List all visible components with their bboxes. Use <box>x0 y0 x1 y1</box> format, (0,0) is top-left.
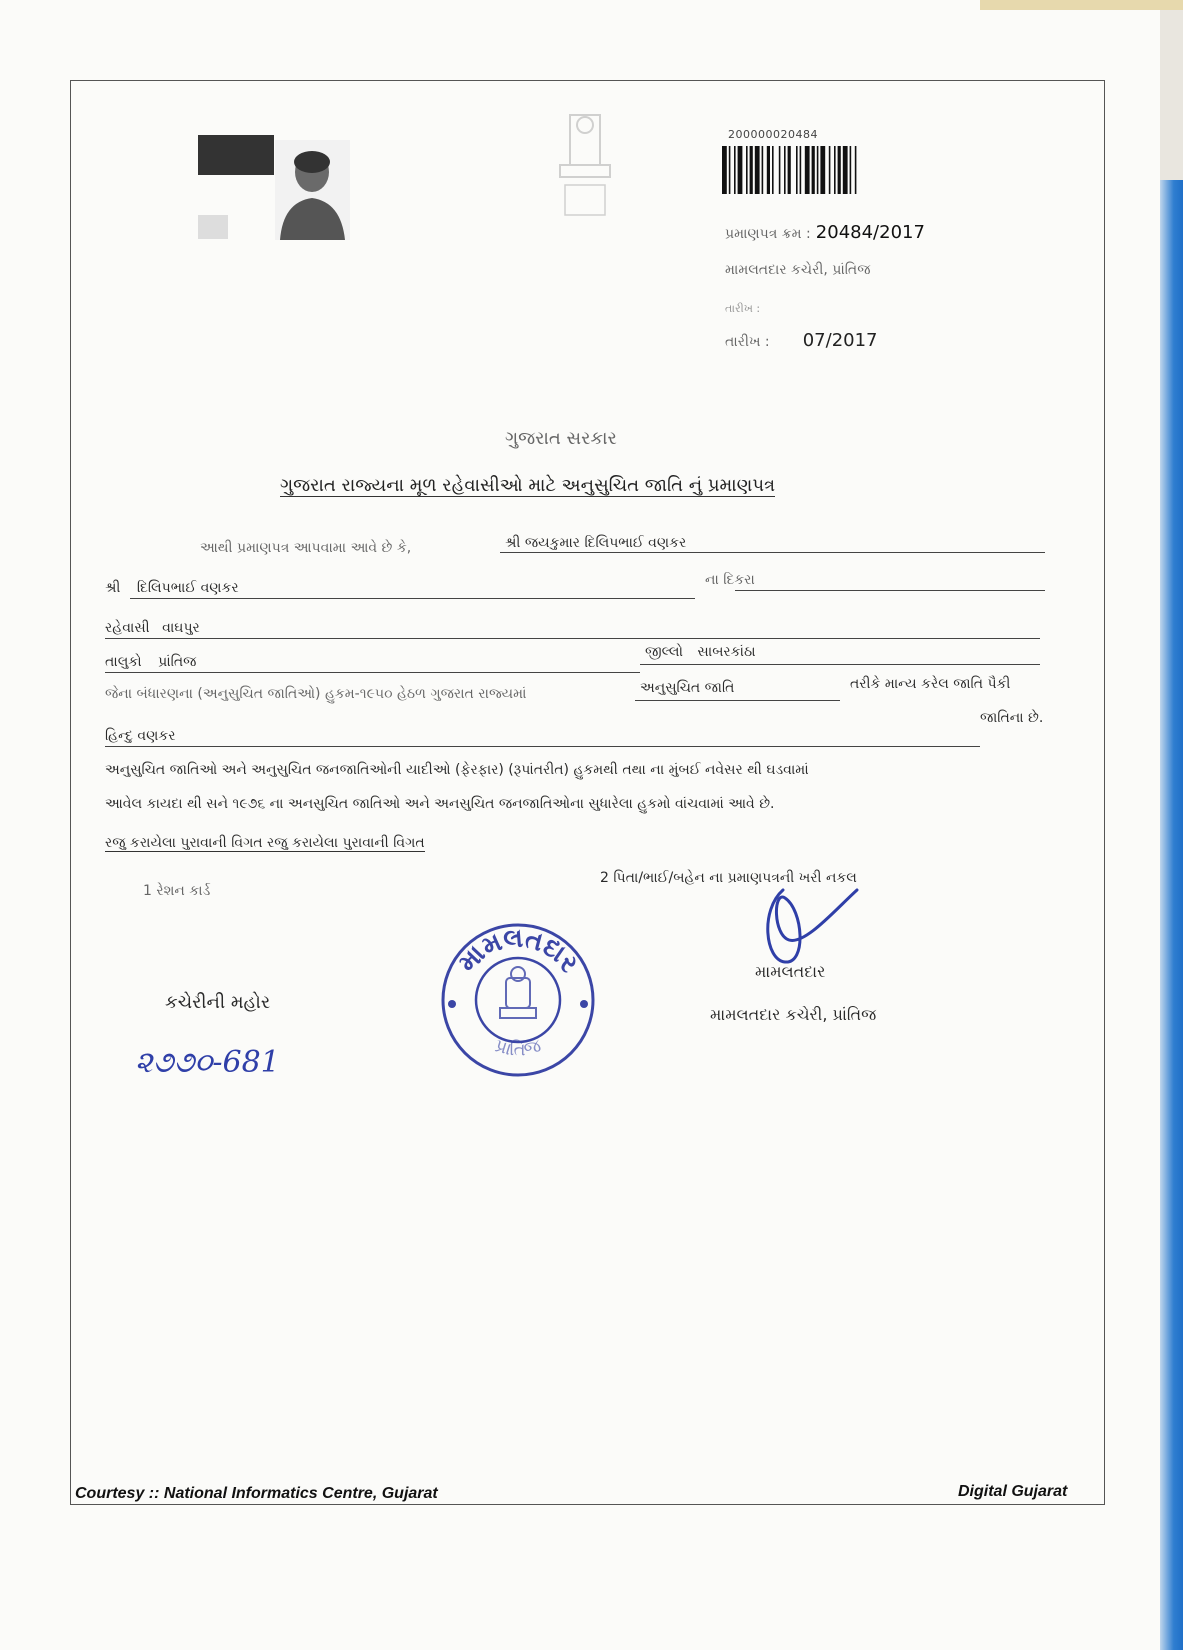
district-label: જીલ્લો <box>645 644 683 660</box>
residence-label: રહેવાસી <box>105 620 150 636</box>
order-text: જેના બંધારણના (અનુસુચિત જાતિઓ) હુકમ-૧૯૫૦ હેઠળ ગુજરાત રાજ્યમાં <box>105 686 527 702</box>
barcode-number: 200000020484 <box>728 128 818 141</box>
legal-text-line-2: આવેલ કાયદા થી સને ૧૯૭૬ ના અનસુચિત જાતિઓ અને અનસુચિત જનજાતિઓના સુધારેલા હુકમો વાંચવામાં આવે છે. <box>105 796 775 812</box>
date-label-1: તારીખ : <box>725 302 761 315</box>
date-label-2: તારીખ : <box>725 334 770 350</box>
page-edge-blue <box>1160 180 1183 1650</box>
father-prefix: શ્રી <box>105 580 121 596</box>
svg-text:મામલતદાર <box>453 923 585 978</box>
taluka-row <box>105 654 196 670</box>
footer-brand: Digital Gujarat <box>958 1483 1068 1500</box>
father-name: દિલિપભાઈ વણકર <box>136 580 239 596</box>
district-row <box>645 644 756 660</box>
barcode <box>722 146 944 194</box>
certificate-number: 20484/2017 <box>815 222 925 243</box>
evidence-item-2: 2 પિતા/ભાઈ/બહેન ના પ્રમાણપત્રની ખરી નકલ <box>600 870 857 886</box>
office-stamp-label: કચેરીની મહોર <box>165 992 271 1013</box>
caste-line <box>105 746 980 747</box>
footer-courtesy: Courtesy :: National Informatics Centre, Gujarat <box>75 1485 438 1502</box>
issuing-office: મામલતદાર કચેરી, પ્રાંતિજ <box>725 262 871 278</box>
taluka: પ્રાંતિજ <box>158 654 197 670</box>
government-title: ગુજરાત સરકાર <box>505 428 617 449</box>
caste-suffix: જાતિના છે. <box>980 710 1044 726</box>
national-emblem-watermark <box>540 105 630 235</box>
office-seal <box>438 920 598 1080</box>
certificate-title: ગુજરાત રાજ્યના મૂળ રહેવાસીઓ માટે અનુસુચિત જાતિ નું પ્રમાણપત્ર <box>280 475 776 496</box>
certificate-number-row <box>725 222 925 243</box>
evidence-heading: રજુ કરાયેલા પુરાવાની વિગત રજુ કરાયેલા પુરાવાની વિગત <box>105 835 425 851</box>
applicant-name: શ્રી જયકુમાર દિલિપભાઈ વણકર <box>505 535 687 551</box>
issue-date: 07/2017 <box>802 330 878 351</box>
relation: ના દિકરા <box>705 572 755 588</box>
svg-text:પ્રાંતિજ <box>492 1035 544 1060</box>
taluka-line <box>105 672 640 673</box>
legal-text-line-1: અનુસુચિત જાતિઓ અને અનુસુચિત જનજાતિઓની યાદીઓ (ફેરફાર) (રૂપાંતરીત) હુકમથી તથા ના મુંબઈ નવેસર થી ઘડવામાં <box>105 762 809 778</box>
photo-thumbnail <box>198 135 274 175</box>
signatory-designation: મામલતદાર <box>755 962 826 981</box>
signatory-office: મામલતદાર કચેરી, પ્રાંતિજ <box>710 1005 877 1024</box>
caste: હિન્દુ વણકર <box>105 728 176 744</box>
intro-text: આથી પ્રમાણપત્ર આપવામા આવે છે કે, <box>200 540 412 556</box>
residence: વાઘપુર <box>162 620 200 636</box>
page-edge <box>980 0 1183 10</box>
evidence-item-1: 1 રેશન કાર્ડ <box>143 883 211 899</box>
relation-line <box>735 590 1045 591</box>
district-line <box>640 664 1040 665</box>
handwritten-number: ૨૭૭૦-681 <box>135 1045 280 1080</box>
certificate-number-label: પ્રમાણપત્ર ક્રમ : <box>725 226 811 242</box>
district: સાબરકાંઠા <box>697 644 756 660</box>
seal-text-bottom: પ્રાંતિજ <box>492 1035 544 1061</box>
residence-line <box>105 638 1040 639</box>
photo-thumbnail-faint <box>198 215 228 239</box>
certificate-frame <box>70 80 1105 1505</box>
taluka-label: તાલુકો <box>105 654 142 670</box>
father-name-line <box>130 598 695 599</box>
caste-category-line <box>635 700 840 701</box>
seal-text-top: મામલતદાર <box>452 923 585 979</box>
applicant-name-line <box>500 552 1045 553</box>
father-row <box>105 580 239 596</box>
applicant-photo <box>275 140 350 240</box>
caste-category: અનુસુચિત જાતિ <box>640 680 735 696</box>
residence-row <box>105 620 200 636</box>
recognized-text: તરીકે માન્ય કરેલ જાતિ પૈકી <box>850 676 1011 692</box>
issue-date-row <box>725 330 878 351</box>
